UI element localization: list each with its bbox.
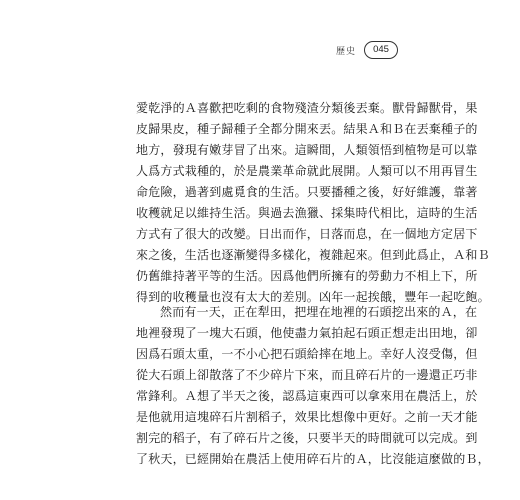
text-line: 仍舊維持著平等的生活。因爲他們所擁有的勞動力不相上下，所 bbox=[136, 269, 478, 283]
text-line: 是他就用這塊碎石片割稻子，效果比想像中更好。之前一天才能 bbox=[136, 410, 478, 424]
paragraph-2 bbox=[136, 302, 490, 470]
text-line: 從大石頭上卻散落了不少碎片下來，而且碎石片的一邊還正巧非 bbox=[136, 368, 478, 382]
text-line: 命危險，過著到處覓食的生活。只要播種之後，好好維護，靠著 bbox=[136, 185, 478, 199]
text-line: 常鋒利。Ａ想了半天之後，認爲這東西可以拿來用在農活上，於 bbox=[136, 389, 478, 403]
text-line: 來之後，生活也逐漸變得多樣化，複雜起來。但到此爲止，Ａ和Ｂ bbox=[136, 248, 490, 262]
text-line: 然而有一天，正在犁田，把埋在地裡的石頭挖出來的Ａ，在 bbox=[160, 305, 478, 319]
text-line: 地方，發現有嫩芽冒了出來。這瞬間，人類領悟到植物是可以靠 bbox=[136, 143, 478, 157]
text-line: 方式有了很大的改變。日出而作，日落而息，在一個地方定居下 bbox=[136, 227, 478, 241]
text-line: 因爲石頭太重，一不小心把石頭給摔在地上。幸好人沒受傷，但 bbox=[136, 347, 478, 361]
page-number: 045 bbox=[364, 41, 398, 59]
text-line: 收穫就足以維持生活。與過去漁獵、採集時代相比，這時的生活 bbox=[136, 206, 478, 220]
text-line: 割完的稻子，有了碎石片之後，只要半天的時間就可以完成。到 bbox=[136, 431, 478, 445]
running-head bbox=[336, 41, 398, 59]
text-line: 皮歸果皮，種子歸種子全都分開來丟。結果Ａ和Ｂ在丟棄種子的 bbox=[136, 122, 478, 136]
text-line: 人爲方式栽種的，於是農業革命就此展開。人類可以不用再冒生 bbox=[136, 164, 478, 178]
paragraph-1 bbox=[136, 98, 490, 308]
text-line: 得到的收穫量也沒有太大的差別。凶年一起挨餓，豐年一起吃飽。 bbox=[136, 290, 490, 304]
text-line: 了秋天，已經開始在農活上使用碎石片的Ａ，比沒能這麼做的Ｂ， bbox=[136, 452, 490, 466]
text-line: 地裡發現了一塊大石頭，他使盡力氣拍起石頭正想走出田地，卻 bbox=[136, 326, 478, 340]
section-title: 歷史 bbox=[335, 46, 356, 57]
text-line: 愛乾淨的Ａ喜歡把吃剩的食物殘渣分類後丟棄。獸骨歸獸骨，果 bbox=[136, 101, 478, 115]
